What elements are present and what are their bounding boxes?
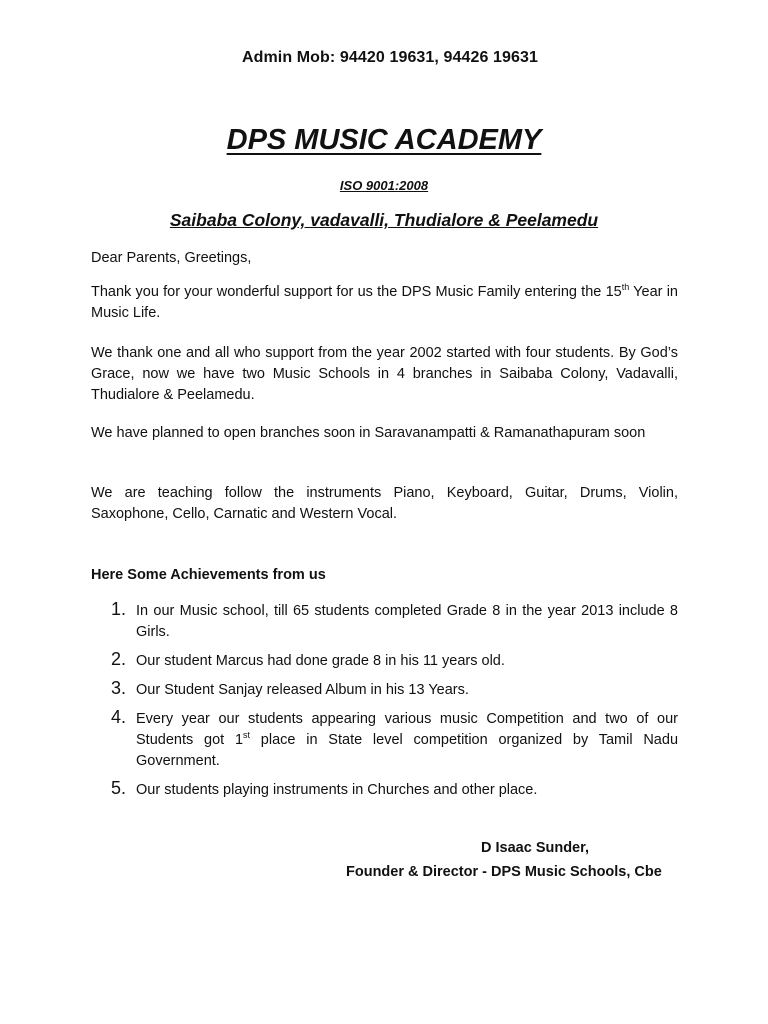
achievement-item: [111, 680, 678, 701]
paragraph-plans: We have planned to open branches soon in Saravanampatti & Ramanathapuram soon: [91, 425, 646, 441]
list-number: 4.: [111, 707, 127, 727]
list-number: 1.: [111, 599, 127, 619]
ordinal-suffix: th: [621, 282, 630, 293]
achievement-text-start: Every year our students appearing various music Competition and two of our Students got 1: [136, 711, 678, 748]
iso-certification: ISO 9001:2008: [339, 178, 429, 193]
achievement-item: [111, 601, 678, 643]
list-number: 2.: [111, 649, 127, 669]
ordinal-suffix: st: [243, 730, 251, 741]
academy-title: DPS MUSIC ACADEMY: [226, 124, 542, 156]
achievements-heading: Here Some Achievements from us: [91, 567, 326, 583]
signatory-name: D Isaac Sunder,: [481, 840, 589, 856]
achievement-text-end: place in State level competition organized by Tamil Nadu Government.: [136, 732, 679, 769]
paragraph-thanks-text: Thank you for your wonderful support for us the DPS Music Family entering the 15: [91, 284, 622, 300]
paragraph-thanks: [91, 282, 678, 324]
paragraph-thanks-text-end: Year in Music Life.: [91, 284, 678, 321]
paragraph-history: We thank one and all who support from the year 2002 started with four students. By God’s Grace, now we have two Music Schools in 4 branches in Saibaba Colony, Vadavalli, Thudialore & Peelamedu.: [91, 345, 678, 403]
achievement-text: Our students playing instruments in Churches and other place.: [136, 782, 538, 798]
salutation: Dear Parents, Greetings,: [91, 250, 252, 266]
achievement-text: Our student Marcus had done grade 8 in his 11 years old.: [136, 653, 505, 669]
admin-mobile-numbers: Admin Mob: 94420 19631, 94426 19631: [241, 49, 539, 66]
achievements-list: [111, 601, 678, 809]
achievement-text: [136, 711, 678, 769]
achievement-item: [111, 651, 678, 672]
list-number: 5.: [111, 778, 127, 798]
branch-locations: Saibaba Colony, vadavalli, Thudialore & Peelamedu: [169, 210, 599, 230]
achievement-item: [111, 780, 678, 801]
list-number: 3.: [111, 678, 127, 698]
achievement-text: In our Music school, till 65 students completed Grade 8 in the year 2013 include 8 Girls.: [136, 603, 678, 640]
paragraph-instruments: We are teaching follow the instruments Piano, Keyboard, Guitar, Drums, Violin, Saxophone, Cello, Carnatic and Western Vocal.: [91, 485, 678, 522]
achievement-text: Our Student Sanjay released Album in his 13 Years.: [136, 682, 469, 698]
achievement-item: [111, 709, 678, 772]
signatory-title: Founder & Director - DPS Music Schools, Cbe: [346, 864, 662, 880]
